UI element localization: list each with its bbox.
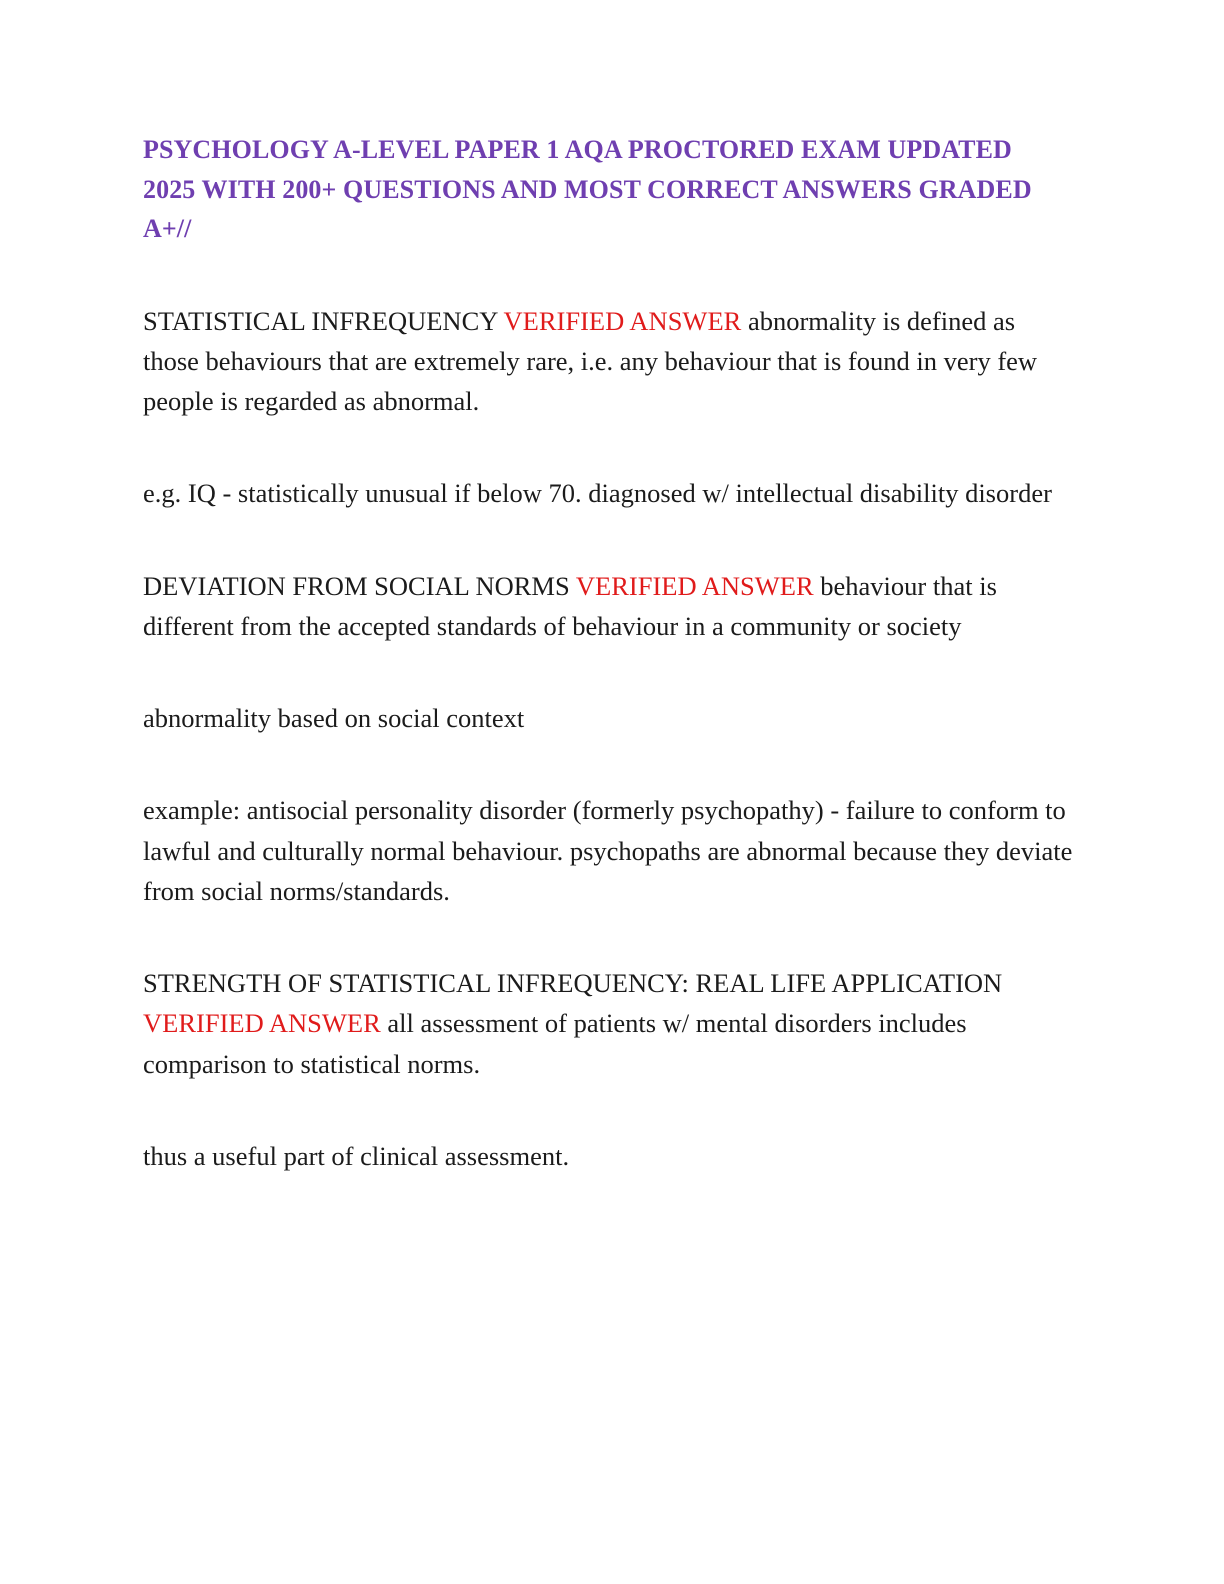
- qa-answer: all assessment of patients w/ mental disorders includes comparison to statistical norms.: [143, 1008, 967, 1079]
- page-title: PSYCHOLOGY A-LEVEL PAPER 1 AQA PROCTORED EXAM UPDATED 2025 WITH 200+ QUESTIONS AND MOST CORRECT ANSWERS GRADED A+//: [143, 135, 1032, 244]
- verified-answer-marker: VERIFIED ANSWER: [575, 570, 814, 601]
- verified-answer-marker: VERIFIED ANSWER: [503, 305, 742, 336]
- qa-term: STATISTICAL INFREQUENCY: [143, 305, 504, 336]
- verified-answer-marker: VERIFIED ANSWER: [143, 1008, 381, 1039]
- qa-entry: [143, 1136, 1074, 1176]
- qa-answer: abnormality is defined as those behaviours that are extremely rare, i.e. any behaviour that is found in very few people is regarded as abnormal.: [143, 305, 1038, 417]
- qa-answer: thus a useful part of clinical assessment.: [143, 1141, 570, 1171]
- qa-entry: [143, 473, 1074, 513]
- qa-answer: behaviour that is different from the accepted standards of behaviour in a community or society: [143, 570, 997, 641]
- qa-entry: [143, 698, 1074, 738]
- qa-answer: abnormality based on social context: [143, 703, 525, 734]
- qa-entry: [143, 566, 1074, 647]
- qa-term: DEVIATION FROM SOCIAL NORMS: [143, 570, 576, 601]
- qa-entry: [143, 963, 1074, 1084]
- qa-entry: [143, 790, 1074, 911]
- qa-answer: example: antisocial personality disorder (formerly psychopathy) - failure to conform to lawful and culturally normal behaviour. psychopaths are abnormal because they deviate from social norms/standards.: [143, 795, 1073, 906]
- qa-entry: [143, 301, 1074, 422]
- qa-term: STRENGTH OF STATISTICAL INFREQUENCY: REAL LIFE APPLICATION: [143, 968, 1003, 999]
- qa-answer: e.g. IQ - statistically unusual if below 70. diagnosed w/ intellectual disability disorder: [143, 478, 1052, 509]
